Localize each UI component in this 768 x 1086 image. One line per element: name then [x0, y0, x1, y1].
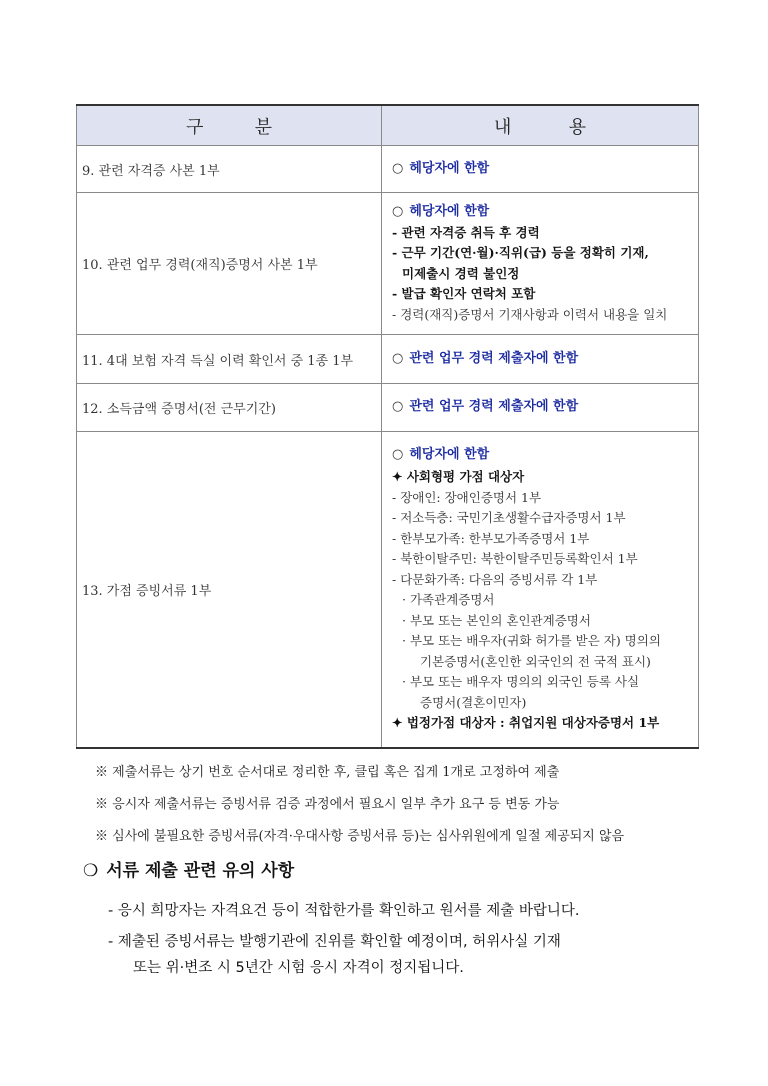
row-label: 11. 4대 보험 자격 득실 이력 확인서 중 1종 1부: [77, 335, 382, 384]
table-header-row: [77, 105, 699, 146]
row-label: 13. 가점 증빙서류 1부: [77, 432, 382, 748]
section-heading: ❍ 서류 제출 관련 유의 사항: [83, 861, 295, 881]
paragraph: - 응시 희망자는 자격요건 등이 적합한가를 확인하고 원서를 제출 바랍니다.: [108, 903, 580, 919]
notes-list: [95, 763, 624, 859]
row-content: ○ 헤당자에 한함: [382, 146, 699, 193]
row-content: ○ 헤당자에 한함 - 관련 자격증 취득 후 경력 - 근무 기간(연·월)·직위(급) 등을 정확히 기재, 미제출시 경력 불인정 - 발급 확인자 연락처 포함 - 경력(재직)증명서 기재사항과 이력서 내용을 일치: [382, 193, 699, 335]
header-content: 내 용: [382, 105, 699, 146]
table-row: [77, 193, 699, 335]
header-category: 구 분: [77, 105, 382, 146]
note-item: ※ 심사에 불필요한 증빙서류(자격·우대사항 증빙서류 등)는 심사위원에게 일절 제공되지 않음: [95, 829, 625, 844]
row-label: 12. 소득금액 증명서(전 근무기간): [77, 384, 382, 432]
row-content: ○ 관련 업무 경력 제출자에 한함: [382, 384, 699, 432]
table-row: [77, 432, 699, 748]
row-content: ○ 관련 업무 경력 제출자에 한함: [382, 335, 699, 384]
table-row: [77, 335, 699, 384]
row-content: ○ 헤당자에 한함 ✦ 사회형평 가점 대상자 - 장애인: 장애인증명서 1부 - 저소득층: 국민기초생활수급자증명서 1부 - 한부모가족: 한부모가족증명서 1부 - 북한이탈주민: 북한이탈주민등록확인서 1부 - 다문화가족: 다음의 증빙서류 각 1부 · 가족관계증명서 · 부모 또는 본인의 혼인관계증명서 · 부모 또는 배우자(귀화 허가를 받은 자) 명의의 기본증명서(혼인한 외국인의 전 국적 표시) · 부모 또는 배우자 명의의 외국인 등록 사실 증명서(결혼이민자) ✦ 법정가점 대상자 : 취업지원 대상자증명서 1부: [382, 432, 699, 748]
row-label: 10. 관련 업무 경력(재직)증명서 사본 1부: [77, 193, 382, 335]
circle-bullet-icon: ❍: [83, 861, 99, 881]
table-row: [77, 384, 699, 432]
paragraph: - 제출된 증빙서류는 발행기관에 진위를 확인할 예정이며, 허위사실 기재: [108, 934, 561, 950]
row-label: 9. 관련 자격증 사본 1부: [77, 146, 382, 193]
table-row: [77, 146, 699, 193]
paragraph-continuation: 또는 위·변조 시 5년간 시험 응시 자격이 정지됩니다.: [133, 960, 464, 976]
section-body: [108, 898, 708, 981]
note-item: ※ 응시자 제출서류는 증빙서류 검증 과정에서 필요시 일부 추가 요구 등 변동 가능: [95, 797, 560, 812]
document-table: [76, 104, 699, 749]
note-item: ※ 제출서류는 상기 번호 순서대로 정리한 후, 클립 혹은 집게 1개로 고정하여 제출: [95, 765, 560, 780]
